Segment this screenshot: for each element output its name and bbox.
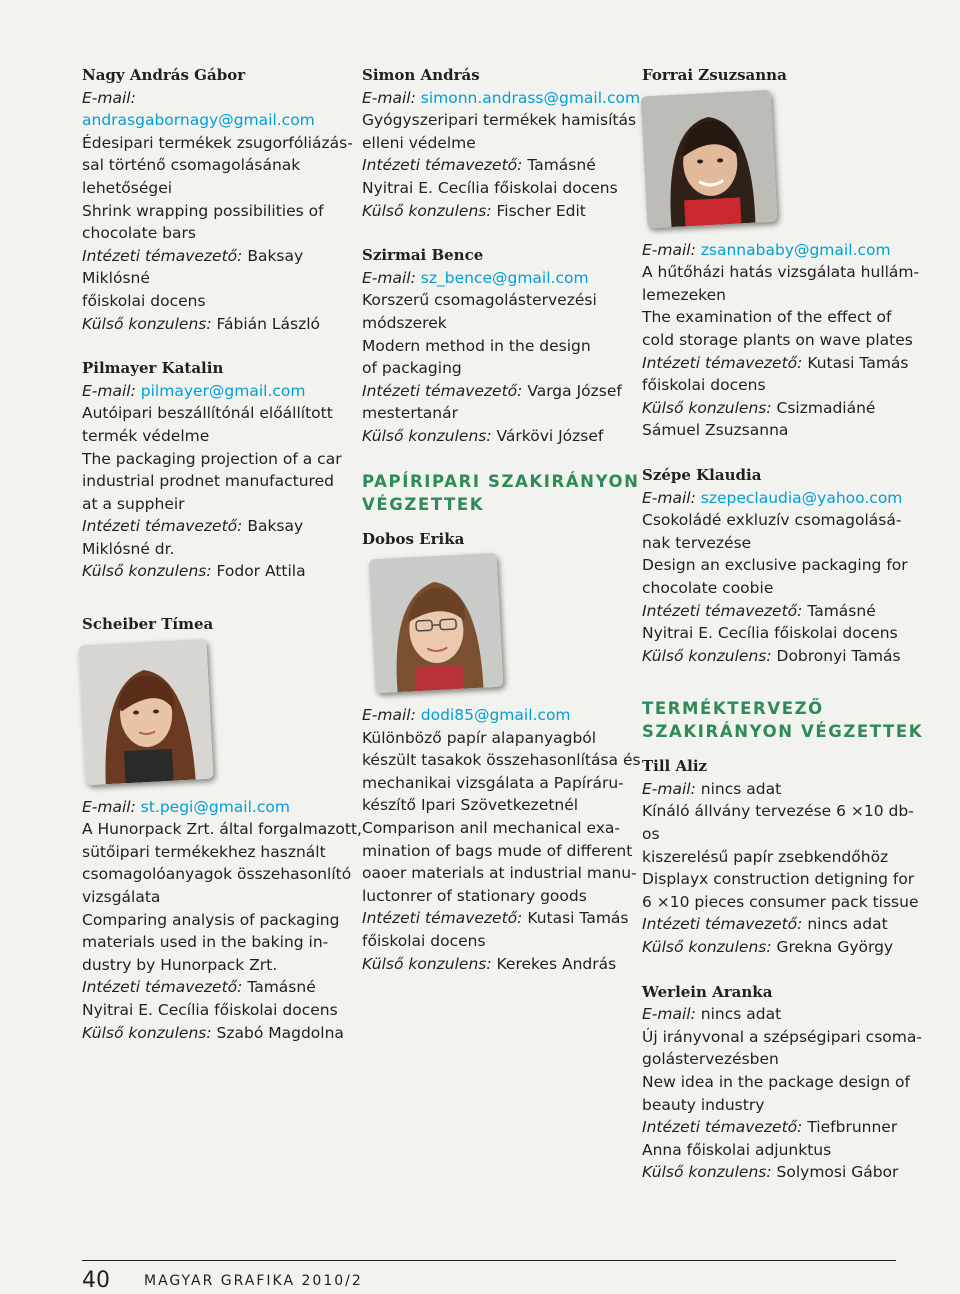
column-1 [82, 64, 368, 1066]
consultant-label: Külső konzulens: [362, 427, 492, 445]
title-line: of packaging [362, 357, 648, 380]
portrait-photo [641, 89, 778, 228]
supervisor-line: főiskolai docens [362, 930, 648, 953]
consultant-line [642, 1161, 928, 1184]
person-name: Scheiber Tímea [82, 613, 368, 636]
entry-scheiber-timea [82, 613, 368, 1044]
supervisor-label: Intézeti témavezető: [642, 915, 802, 933]
portrait-illustration [641, 89, 778, 228]
consultant-line: Sámuel Zsuzsanna [642, 419, 928, 442]
email-label: E-mail: [642, 241, 696, 259]
supervisor-name: nincs adat [807, 915, 887, 933]
title-line: Comparing analysis of packaging [82, 909, 368, 932]
title-line: módszerek [362, 312, 648, 335]
title-line: csomagolóanyagok összehasonlító [82, 863, 368, 886]
title-line: készítő Ipari Szövetkezetnél [362, 794, 648, 817]
supervisor-label: Intézeti témavezető: [362, 156, 522, 174]
title-line: industrial prodnet manufactured [82, 470, 368, 493]
consultant-name: Fischer Edit [497, 202, 586, 220]
supervisor-label: Intézeti témavezető: [642, 1118, 802, 1136]
email-label: E-mail: [82, 87, 368, 110]
email-line [642, 778, 928, 801]
column-3 [642, 64, 928, 1206]
supervisor-line: Miklósné dr. [82, 538, 368, 561]
portrait-photo [369, 553, 504, 694]
email-line [642, 239, 928, 262]
magazine-title: MAGYAR GRAFIKA 2010/2 [144, 1273, 363, 1289]
title-line: kiszerelésű papír zsebkendőhöz [642, 846, 928, 869]
person-name: Nagy András Gábor [82, 64, 368, 87]
section-heading-line: VÉGZETTEK [362, 493, 648, 516]
page-number: 40 [82, 1268, 110, 1294]
title-line: Kínáló állvány tervezése 6 ×10 db-os [642, 800, 928, 845]
title-line: chocolate bars [82, 222, 368, 245]
supervisor-name: Tamásné [247, 978, 315, 996]
consultant-label: Külső konzulens: [82, 1024, 212, 1042]
email-label: E-mail: [82, 798, 136, 816]
supervisor-line: Anna főiskolai adjunktus [642, 1139, 928, 1162]
email-label: E-mail: [362, 706, 416, 724]
consultant-label: Külső konzulens: [362, 955, 492, 973]
consultant-label: Külső konzulens: [642, 647, 772, 665]
section-heading-termektervezo [642, 697, 928, 743]
person-name: Dobos Erika [362, 528, 648, 551]
entry-szirmai-bence [362, 244, 648, 447]
consultant-label: Külső konzulens: [642, 1163, 772, 1181]
supervisor-label: Intézeti témavezető: [82, 247, 242, 265]
title-line: golástervezésben [642, 1048, 928, 1071]
supervisor-line [82, 515, 368, 538]
consultant-name: Dobronyi Tamás [777, 647, 901, 665]
email-line [362, 87, 648, 110]
title-line: Comparison anil mechanical exa- [362, 817, 648, 840]
title-line: New idea in the package design of [642, 1071, 928, 1094]
section-heading-line: SZAKIRÁNYON VÉGZETTEK [642, 720, 928, 743]
consultant-label: Külső konzulens: [642, 938, 772, 956]
title-line: Modern method in the design [362, 335, 648, 358]
title-line: lemezeken [642, 284, 928, 307]
title-line: at a suppheir [82, 493, 368, 516]
consultant-name: Fodor Attila [217, 562, 306, 580]
section-heading-papiripari [362, 470, 648, 516]
email-label: E-mail: [362, 89, 416, 107]
title-line: mination of bags mude of different [362, 840, 648, 863]
email-line [362, 267, 648, 290]
consultant-line [642, 397, 928, 420]
consultant-line [642, 645, 928, 668]
supervisor-line: Nyitrai E. Cecília főiskolai docens [362, 177, 648, 200]
email-link[interactable]: pilmayer@gmail.com [141, 382, 306, 400]
title-line: 6 ×10 pieces consumer pack tissue [642, 891, 928, 914]
title-line: Design an exclusive packaging for [642, 554, 928, 577]
consultant-label: Külső konzulens: [362, 202, 492, 220]
person-name: Forrai Zsuzsanna [642, 64, 928, 87]
title-line: vizsgálata [82, 886, 368, 909]
title-line: Shrink wrapping possibilities of [82, 200, 368, 223]
person-name: Szirmai Bence [362, 244, 648, 267]
email-line [642, 1003, 928, 1026]
supervisor-label: Intézeti témavezető: [82, 517, 242, 535]
title-line: lehetőségei [82, 177, 368, 200]
supervisor-line [642, 1116, 928, 1139]
email-label: E-mail: [642, 489, 696, 507]
title-line: luctonrer of stationary goods [362, 885, 648, 908]
title-line: készült tasakok összehasonlítása és [362, 749, 648, 772]
entry-nagy-andras-gabor [82, 64, 368, 335]
title-line: dustry by Hunorpack Zrt. [82, 954, 368, 977]
supervisor-line [362, 380, 648, 403]
supervisor-label: Intézeti témavezető: [362, 909, 522, 927]
supervisor-name: Tamásné [527, 156, 595, 174]
supervisor-name: Baksay [247, 517, 303, 535]
entry-pilmayer-katalin [82, 357, 368, 583]
title-line: Csokoládé exkluzív csomagolásá- [642, 509, 928, 532]
supervisor-name: Varga József [527, 382, 622, 400]
person-name: Till Aliz [642, 755, 928, 778]
title-line: mechanikai vizsgálata a Papíráru- [362, 772, 648, 795]
email-line [642, 487, 928, 510]
email-line [82, 796, 368, 819]
consultant-line [362, 200, 648, 223]
entry-szepe-klaudia [642, 464, 928, 667]
consultant-label: Külső konzulens: [642, 399, 772, 417]
email-link[interactable]: st.pegi@gmail.com [141, 798, 290, 816]
consultant-name: Kerekes András [497, 955, 617, 973]
email-link[interactable]: szepeclaudia@yahoo.com [701, 489, 903, 507]
supervisor-name: Tamásné [807, 602, 875, 620]
supervisor-label: Intézeti témavezető: [642, 354, 802, 372]
supervisor-line: Nyitrai E. Cecília főiskolai docens [642, 622, 928, 645]
supervisor-line [642, 600, 928, 623]
supervisor-line [642, 913, 928, 936]
section-heading-line: TERMÉKTERVEZŐ [642, 697, 928, 720]
email-link[interactable]: dodi85@gmail.com [421, 706, 571, 724]
supervisor-line [82, 976, 368, 999]
consultant-name: Fábián László [217, 315, 321, 333]
supervisor-name: Kutasi Tamás [807, 354, 908, 372]
supervisor-name: Kutasi Tamás [527, 909, 628, 927]
supervisor-line: mestertanár [362, 402, 648, 425]
column-2 [362, 64, 648, 997]
email-line [82, 380, 368, 403]
entry-forrai-zsuzsanna [642, 64, 928, 442]
title-line: The examination of the effect of [642, 306, 928, 329]
title-line: Autóipari beszállítónál előállított [82, 402, 368, 425]
consultant-label: Külső konzulens: [82, 315, 212, 333]
title-line: A hűtőházi hatás vizsgálata hullám- [642, 261, 928, 284]
title-line: chocolate coobie [642, 577, 928, 600]
supervisor-line: Nyitrai E. Cecília főiskolai docens [82, 999, 368, 1022]
consultant-name: Szabó Magdolna [217, 1024, 344, 1042]
email-link[interactable]: simonn.andrass@gmail.com [421, 89, 640, 107]
supervisor-name: Tiefbrunner [807, 1118, 897, 1136]
supervisor-label: Intézeti témavezető: [642, 602, 802, 620]
entry-dobos-erika [362, 528, 648, 976]
person-name: Werlein Aranka [642, 981, 928, 1004]
email-link[interactable]: sz_bence@gmail.com [421, 269, 589, 287]
email-value: nincs adat [701, 1005, 781, 1023]
title-line: sütőipari termékekhez használt [82, 841, 368, 864]
consultant-name: Grekna György [777, 938, 894, 956]
entry-werlein-aranka [642, 981, 928, 1184]
consultant-line [82, 313, 368, 336]
consultant-name: Csizmadiáné [777, 399, 876, 417]
title-line: materials used in the baking in- [82, 931, 368, 954]
email-link[interactable]: zsannababy@gmail.com [701, 241, 891, 259]
supervisor-line: főiskolai docens [82, 290, 368, 313]
consultant-line [82, 560, 368, 583]
title-line: Korszerű csomagolástervezési [362, 289, 648, 312]
email-label: E-mail: [362, 269, 416, 287]
title-line: sal történő csomagolásának [82, 154, 368, 177]
title-line: Displayx construction detigning for [642, 868, 928, 891]
email-label: E-mail: [642, 1005, 696, 1023]
consultant-name: Solymosi Gábor [777, 1163, 899, 1181]
consultant-line [362, 425, 648, 448]
entry-till-aliz [642, 755, 928, 958]
portrait-illustration [78, 638, 213, 785]
portrait-photo [78, 638, 213, 785]
email-label: E-mail: [642, 780, 696, 798]
title-line: Különböző papír alapanyagból [362, 727, 648, 750]
supervisor-line [362, 907, 648, 930]
portrait-illustration [369, 553, 504, 694]
supervisor-line: főiskolai docens [642, 374, 928, 397]
email-value: nincs adat [701, 780, 781, 798]
title-line: elleni védelme [362, 132, 648, 155]
person-name: Pilmayer Katalin [82, 357, 368, 380]
supervisor-line [82, 245, 368, 290]
title-line: Új irányvonal a szépségipari csoma- [642, 1026, 928, 1049]
supervisor-label: Intézeti témavezető: [362, 382, 522, 400]
supervisor-line [362, 154, 648, 177]
supervisor-label: Intézeti témavezető: [82, 978, 242, 996]
title-line: nak tervezése [642, 532, 928, 555]
email-line [362, 704, 648, 727]
title-line: beauty industry [642, 1094, 928, 1117]
supervisor-line [642, 352, 928, 375]
title-line: termék védelme [82, 425, 368, 448]
title-line: The packaging projection of a car [82, 448, 368, 471]
email-link[interactable]: andrasgabornagy@gmail.com [82, 109, 368, 132]
title-line: cold storage plants on wave plates [642, 329, 928, 352]
consultant-line [362, 953, 648, 976]
consultant-label: Külső konzulens: [82, 562, 212, 580]
consultant-line [642, 936, 928, 959]
entry-simon-andras [362, 64, 648, 222]
consultant-line [82, 1022, 368, 1045]
consultant-name: Várkövi József [497, 427, 604, 445]
person-name: Szépe Klaudia [642, 464, 928, 487]
title-line: Édesipari termékek zsugorfóliázás- [82, 132, 368, 155]
title-line: Gyógyszeripari termékek hamisítás [362, 109, 648, 132]
title-line: A Hunorpack Zrt. által forgalmazott, [82, 818, 368, 841]
title-line: oaoer materials at industrial manu- [362, 862, 648, 885]
email-label: E-mail: [82, 382, 136, 400]
section-heading-line: PAPÍRIPARI SZAKIRÁNYON [362, 470, 648, 493]
person-name: Simon András [362, 64, 648, 87]
footer-rule [82, 1260, 896, 1261]
supervisor-name: Baksay Miklósné [82, 247, 303, 288]
